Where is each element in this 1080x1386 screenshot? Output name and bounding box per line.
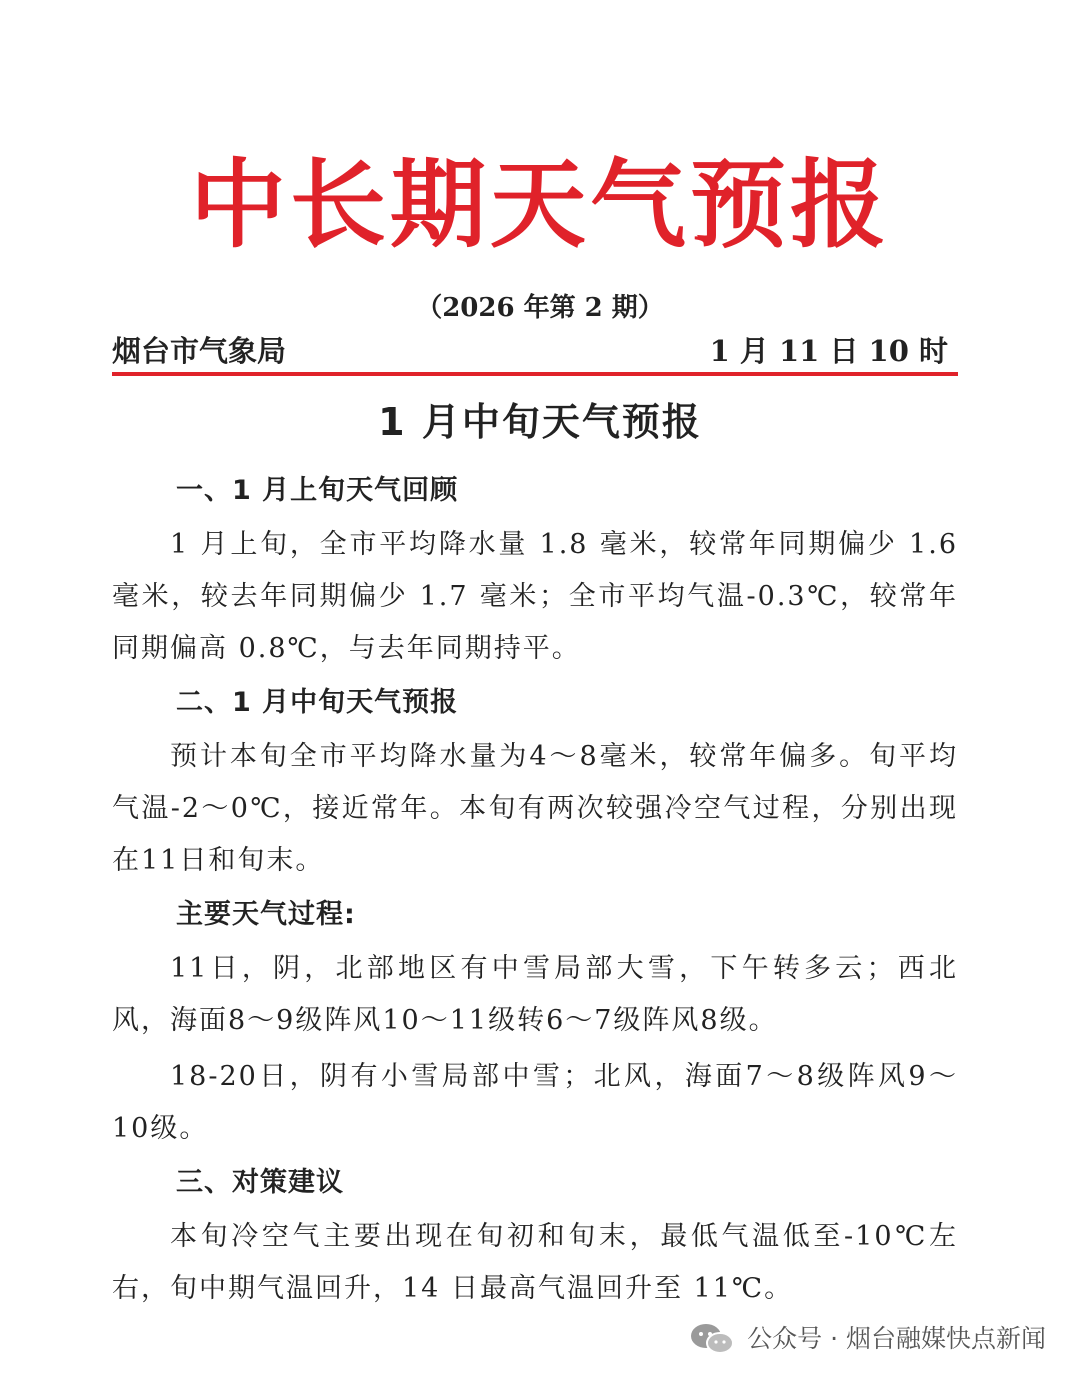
watermark	[689, 1322, 1046, 1356]
document-body	[112, 467, 958, 1319]
advice-paragraph: 本旬冷空气主要出现在旬初和旬末，最低气温低至-10℃左右，旬中期气温回升，14 日最高气温回升至 11℃。	[112, 1221, 958, 1304]
header-divider	[112, 372, 958, 376]
section-heading-forecast: 二、1 月中旬天气预报	[176, 687, 459, 718]
section-heading-review: 一、1 月上旬天气回顾	[176, 475, 459, 506]
forecast-paragraph: 预计本旬全市平均降水量为4～8毫米，较常年偏多。旬平均气温-2～0℃，接近常年。本旬有两次较强冷空气过程，分别出现在11日和旬末。	[112, 741, 958, 876]
document-title: 1 月中旬天气预报	[378, 400, 702, 444]
issuing-agency: 烟台市气象局	[112, 334, 287, 368]
masthead-title: 中长期天气预报	[190, 149, 890, 261]
weather-process-item: 18-20日，阴有小雪局部中雪；北风，海面7～8级阵风9～10级。	[112, 1061, 958, 1144]
review-paragraph: 1 月上旬，全市平均降水量 1.8 毫米，较常年同期偏少 1.6 毫米，较去年同期偏少 1.7 毫米；全市平均气温-0.3℃，较常年同期偏高 0.8℃，与去年同期持平。	[112, 529, 958, 664]
issue-number: （2026 年第 2 期）	[416, 293, 664, 323]
section-heading-advice: 三、对策建议	[176, 1167, 344, 1198]
weather-process-heading: 主要天气过程:	[176, 899, 356, 930]
weather-process-item: 11日，阴，北部地区有中雪局部大雪，下午转多云；西北风，海面8～9级阵风10～11级转6～7级阵风8级。	[112, 953, 958, 1036]
issue-datetime: 1 月 11 日 10 时	[709, 334, 948, 368]
watermark-text: 公众号 · 烟台融媒快点新闻	[747, 1324, 1046, 1353]
wechat-icon	[689, 1322, 735, 1356]
